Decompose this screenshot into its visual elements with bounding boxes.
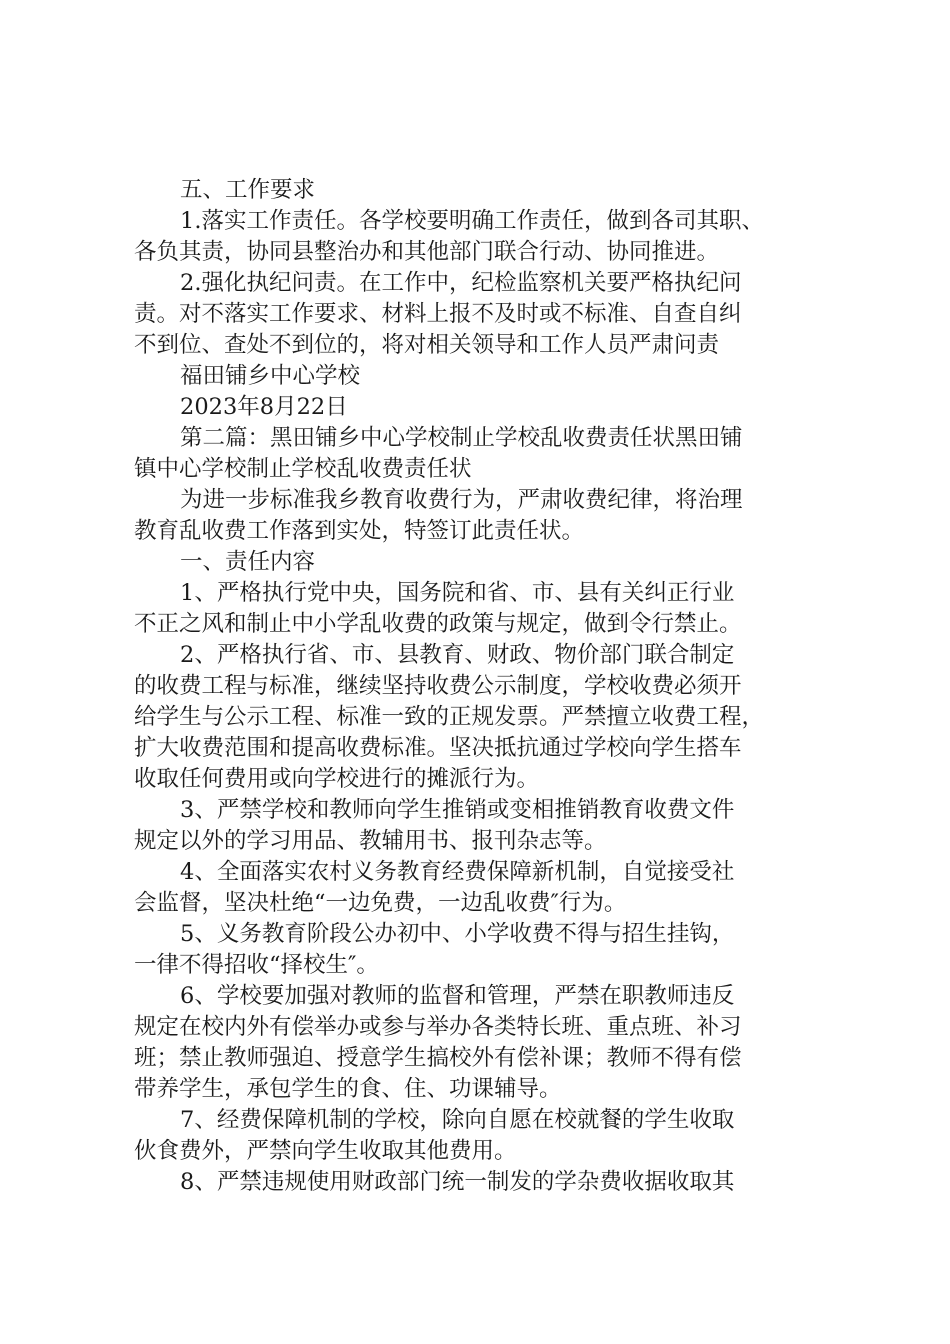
signature-school: 福田铺乡中心学校 bbox=[180, 363, 361, 389]
paragraph-line: 带养学生，承包学生的食、住、功课辅导。 bbox=[134, 1076, 562, 1102]
paragraph-line: 4、全面落实农村义务教育经费保障新机制，自觉接受社 bbox=[180, 859, 735, 885]
paragraph-line: 的收费工程与标准，继续坚持收费公示制度，学校收费必须开 bbox=[134, 673, 742, 699]
paragraph-line: 给学生与公示工程、标准一致的正规发票。严禁擅立收费工程， bbox=[134, 704, 765, 730]
section-heading: 五、工作要求 bbox=[180, 177, 316, 203]
paragraph-line: 5、义务教育阶段公办初中、小学收费不得与招生挂钩， bbox=[180, 921, 735, 947]
paragraph-line: 7、经费保障机制的学校，除向自愿在校就餐的学生收取 bbox=[180, 1107, 735, 1133]
paragraph-line: 1.落实工作责任。各学校要明确工作责任，做到各司其职、 bbox=[180, 208, 764, 234]
chapter-title: 镇中心学校制止学校乱收费责任状 bbox=[134, 456, 472, 482]
paragraph-line: 不正之风和制止中小学乱收费的政策与规定，做到令行禁止。 bbox=[134, 611, 742, 637]
paragraph-line: 规定以外的学习用品、教辅用书、报刊杂志等。 bbox=[134, 828, 607, 854]
section-heading: 一、责任内容 bbox=[180, 549, 316, 575]
paragraph-line: 收取任何费用或向学校进行的摊派行为。 bbox=[134, 766, 540, 792]
paragraph-line: 3、严禁学校和教师向学生推销或变相推销教育收费文件 bbox=[180, 797, 735, 823]
paragraph-line: 各负其责，协同县整治办和其他部门联合行动、协同推进。 bbox=[134, 239, 720, 265]
paragraph-line: 教育乱收费工作落到实处，特签订此责任状。 bbox=[134, 518, 585, 544]
paragraph-line: 8、严禁违规使用财政部门统一制发的学杂费收据收取其 bbox=[180, 1169, 735, 1195]
paragraph-line: 2.强化执纪问责。在工作中，纪检监察机关要严格执纪问 bbox=[180, 270, 742, 296]
paragraph-line: 会监督，坚决杜绝“一边免费，一边乱收费″行为。 bbox=[134, 890, 627, 916]
paragraph-line: 责。对不落实工作要求、材料上报不及时或不标准、自查自纠 bbox=[134, 301, 742, 327]
chapter-title: 第二篇：黑田铺乡中心学校制止学校乱收费责任状黑田铺 bbox=[180, 425, 743, 451]
paragraph-line: 规定在校内外有偿举办或参与举办各类特长班、重点班、补习 bbox=[134, 1014, 742, 1040]
paragraph-line: 2、严格执行省、市、县教育、财政、物价部门联合制定 bbox=[180, 642, 735, 668]
paragraph-line: 伙食费外，严禁向学生收取其他费用。 bbox=[134, 1138, 517, 1164]
signature-date: 2023年8月22日 bbox=[180, 394, 348, 420]
paragraph-line: 班；禁止教师强迫、授意学生搞校外有偿补课；教师不得有偿 bbox=[134, 1045, 742, 1071]
paragraph-line: 一律不得招收“择校生″。 bbox=[134, 952, 379, 978]
paragraph-line: 不到位、查处不到位的，将对相关领导和工作人员严肃问责 bbox=[134, 332, 720, 358]
paragraph-line: 为进一步标准我乡教育收费行为，严肃收费纪律，将治理 bbox=[180, 487, 743, 513]
paragraph-line: 1、严格执行党中央，国务院和省、市、县有关纠正行业 bbox=[180, 580, 735, 606]
paragraph-line: 6、学校要加强对教师的监督和管理，严禁在职教师违反 bbox=[180, 983, 735, 1009]
paragraph-line: 扩大收费范围和提高收费标准。坚决抵抗通过学校向学生搭车 bbox=[134, 735, 742, 761]
